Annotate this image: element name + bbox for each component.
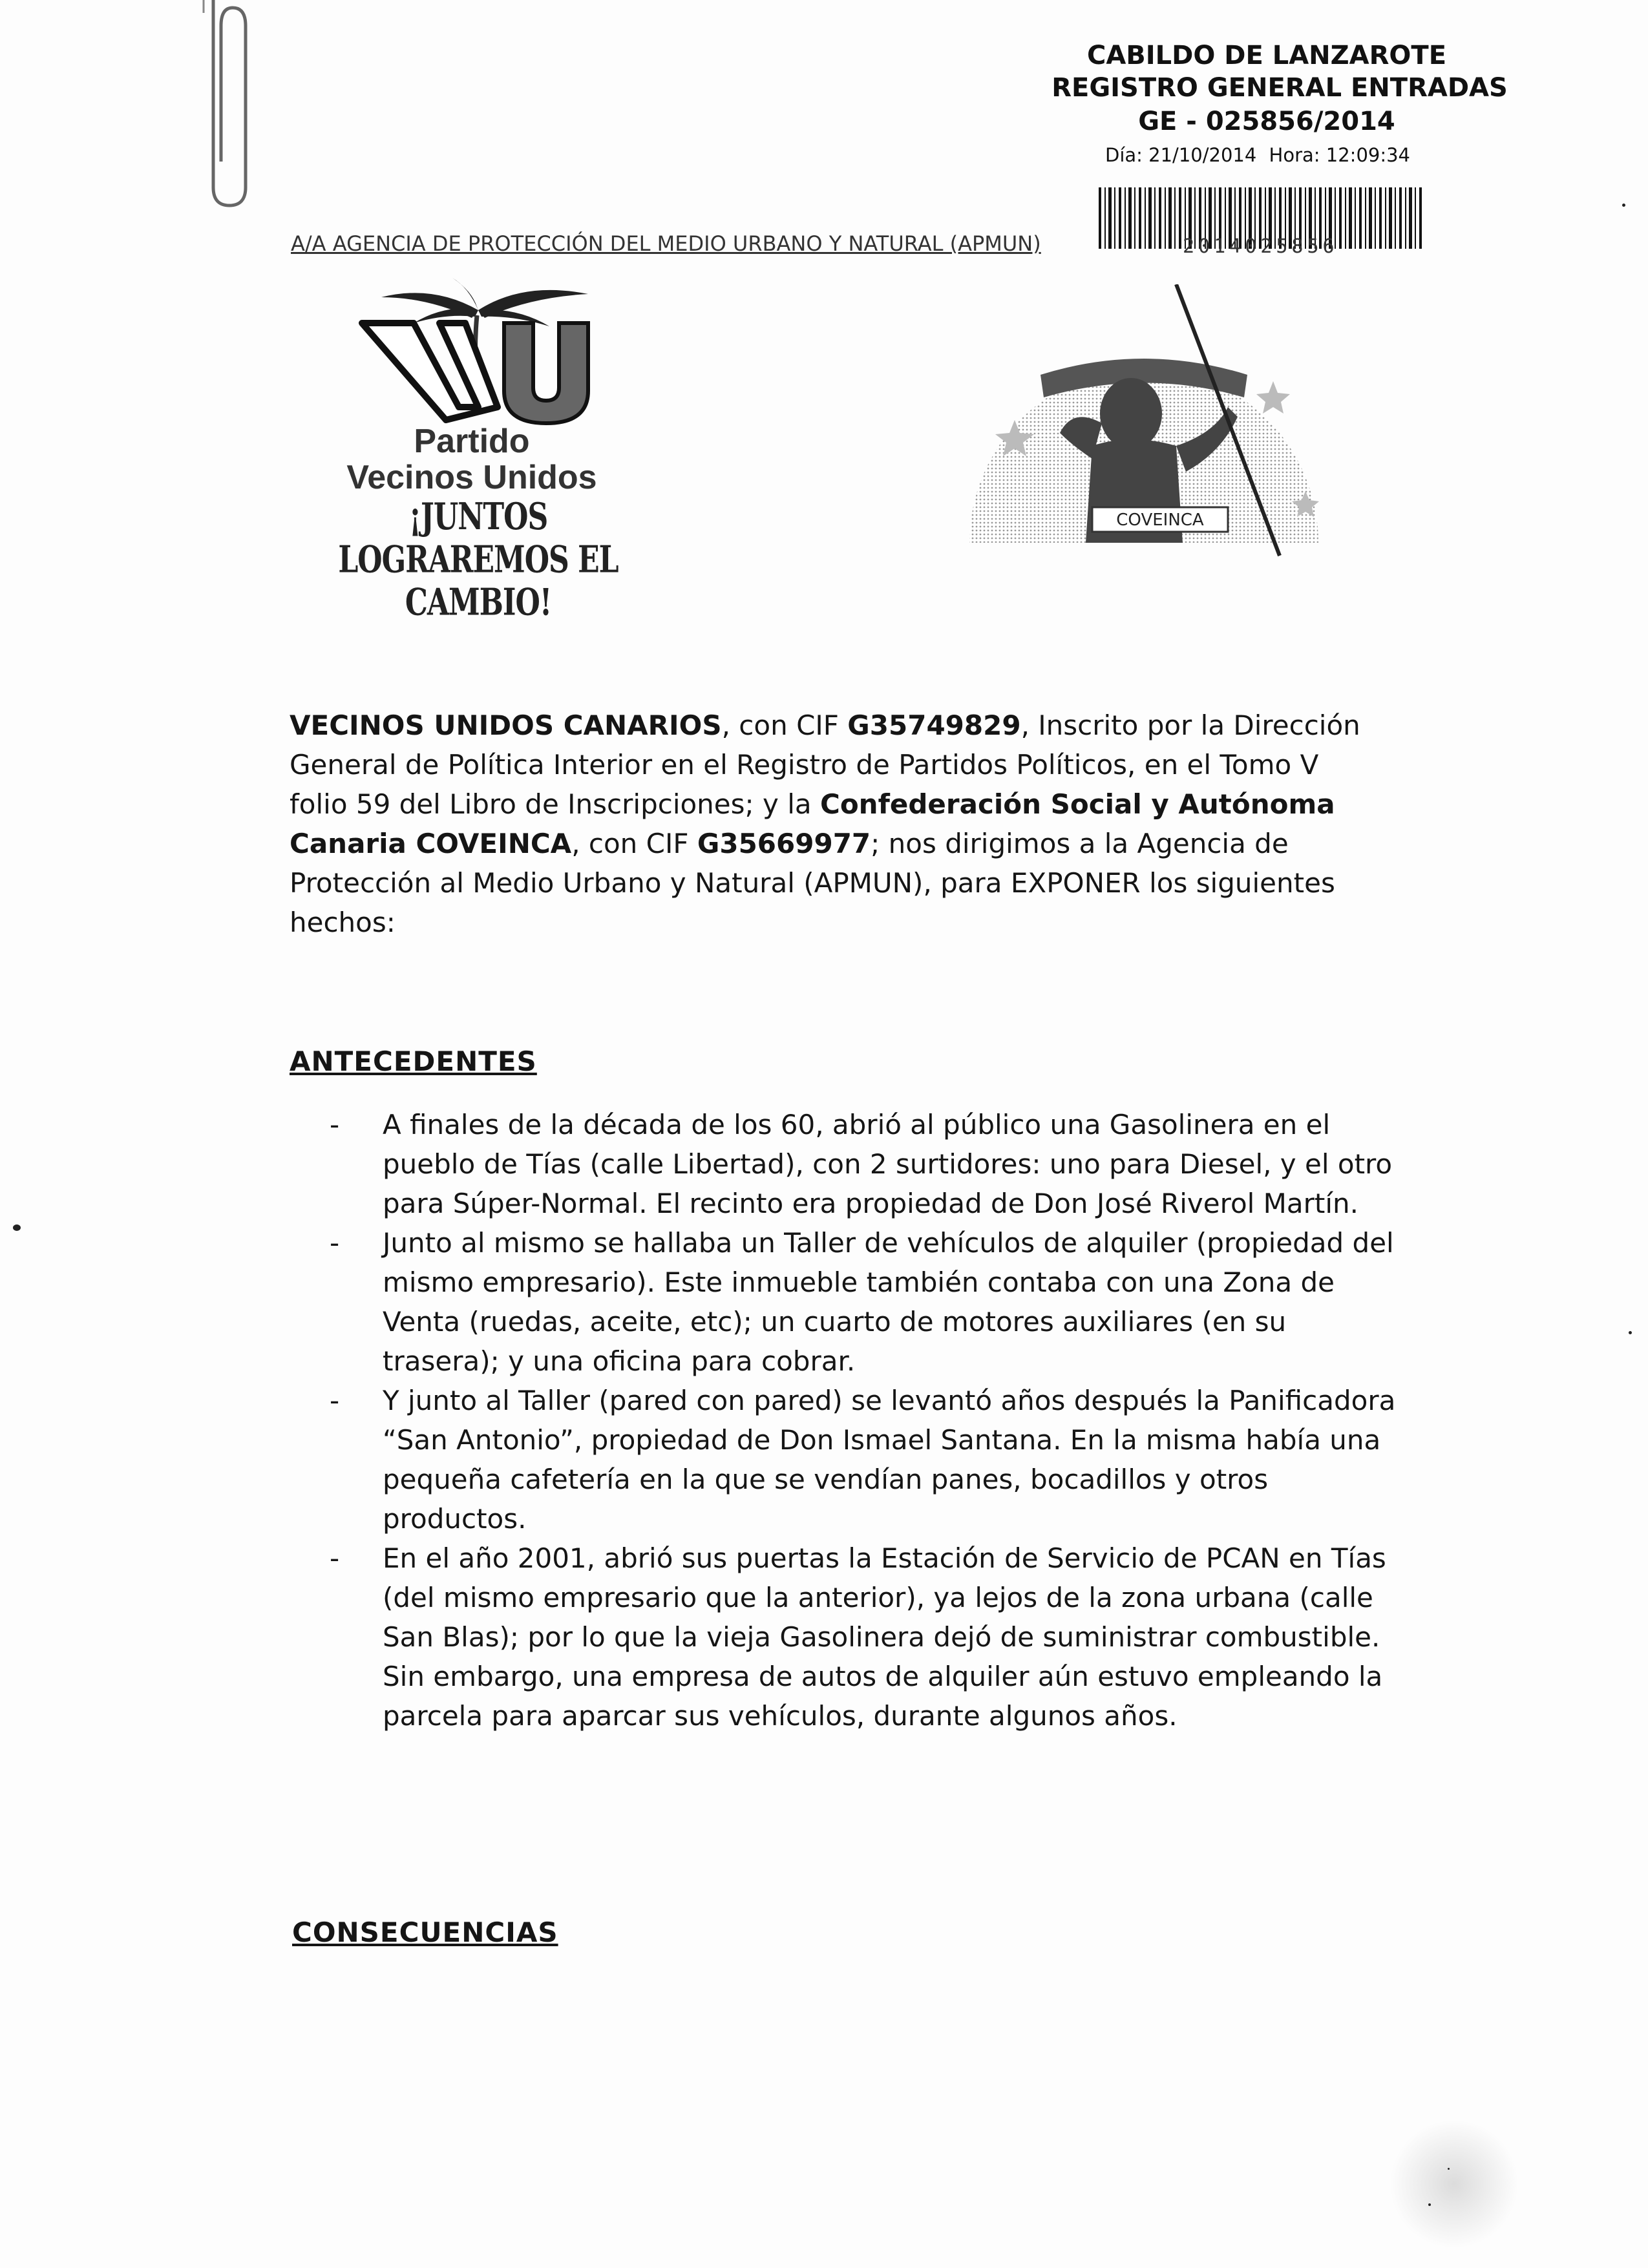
coveinca-label: COVEINCA <box>1116 510 1204 530</box>
list-item-text: En el año 2001, abrió sus puertas la Estación de Servicio de PCAN en Tías (del mismo empresario que la anterior), ya lejos de la zona urbana (calle San Blas); por lo que la vieja Gasolinera dejó de suministrar combustible. Sin embargo, una empresa de autos de alquiler aún estuvo empleando la parcela para aparcar sus vehículos, durante algunos años. <box>383 1542 1386 1732</box>
party-name-line2: Vecinos Unidos <box>346 459 597 496</box>
palm-tree-vu-logo-icon <box>284 278 672 433</box>
party-name <box>297 423 646 496</box>
antecedentes-list <box>323 1105 1402 1736</box>
list-item-text: Junto al mismo se hallaba un Taller de vehículos de alquiler (propiedad del mismo empresario). Este inmueble también contaba con una Zona de Venta (ruedas, aceite, etc); un cuarto de motores auxiliares (en su trasera); y una oficina para cobrar. <box>383 1227 1394 1377</box>
intro-text-4: ; nos dirigimos a la Agencia de Protección al Medio Urbano y Natural (APMUN), para EXPONER los siguientes hechos: <box>290 828 1335 938</box>
scan-smudge <box>1389 2119 1519 2249</box>
barcode-number: 2014025856 <box>1183 235 1338 258</box>
list-item-text: A finales de la década de los 60, abrió al público una Gasolinera en el pueblo de Tías (calle Libertad), con 2 surtidores: uno para Diesel, y el otro para Súper-Normal. El recinto era propiedad de Don José Riverol Martín. <box>383 1109 1393 1219</box>
scan-speck <box>1629 1331 1632 1334</box>
stamp-dia-label: Día: <box>1105 144 1143 166</box>
stamp-hora-label: Hora: <box>1269 144 1320 166</box>
stamp-entry-number: GE - 025856/2014 <box>1138 107 1395 136</box>
heading-consecuencias: CONSECUENCIAS <box>292 1916 558 1948</box>
stamp-dia-value: 21/10/2014 <box>1148 144 1257 166</box>
list-item <box>323 1381 1402 1538</box>
list-item-text: Y junto al Taller (pared con pared) se levantó años después la Panificadora “San Antonio”, propiedad de Don Ismael Santana. En la misma había una pequeña cafetería en la que se vendían panes, bocadillos y otros productos. <box>383 1385 1396 1535</box>
vecinos-unidos-logo <box>284 278 679 624</box>
list-item <box>323 1105 1402 1223</box>
party-name-line1: Partido <box>414 423 530 460</box>
bullet-dash: - <box>330 1542 340 1574</box>
bullet-dash: - <box>330 1227 340 1259</box>
scan-speck <box>1448 2168 1450 2170</box>
paper-clip-icon <box>174 0 259 213</box>
heading-antecedentes: ANTECEDENTES <box>290 1045 537 1077</box>
cif-coveinca: G35669977 <box>697 828 871 859</box>
stamp-registro: REGISTRO GENERAL ENTRADAS <box>1051 73 1508 103</box>
addressee-line: A/A AGENCIA DE PROTECCIÓN DEL MEDIO URBANO Y NATURAL (APMUN) <box>291 231 1041 256</box>
list-item <box>323 1223 1402 1381</box>
intro-text-2: , Inscrito por la Dirección General de Política Interior en el Registro de Partidos Políticos, en el Tomo V folio 59 del Libro de Inscripciones; y la <box>290 709 1360 820</box>
intro-text-3: , con CIF <box>571 828 697 859</box>
intro-text-1: , con CIF <box>721 709 848 741</box>
scan-speck <box>13 1224 21 1231</box>
org-vecinos-unidos: VECINOS UNIDOS CANARIOS <box>290 709 722 741</box>
party-slogan: ¡JUNTOS LOGRAREMOS EL CAMBIO! <box>338 496 618 624</box>
intro-paragraph <box>290 706 1375 942</box>
org-coveinca: Confederación Social y Autónoma Canaria COVEINCA <box>290 788 1335 859</box>
scan-speck <box>1622 204 1625 207</box>
cif-vecinos-unidos: G35749829 <box>847 709 1021 741</box>
guanche-warrior-logo-icon <box>944 284 1344 562</box>
stamp-cabildo: CABILDO DE LANZAROTE <box>1086 41 1447 70</box>
bullet-dash: - <box>330 1385 340 1416</box>
list-item <box>323 1538 1402 1736</box>
scan-speck <box>1428 2203 1431 2206</box>
stamp-hora-value: 12:09:34 <box>1326 144 1411 166</box>
bullet-dash: - <box>330 1109 340 1140</box>
stamp-date-time <box>1105 142 1441 168</box>
